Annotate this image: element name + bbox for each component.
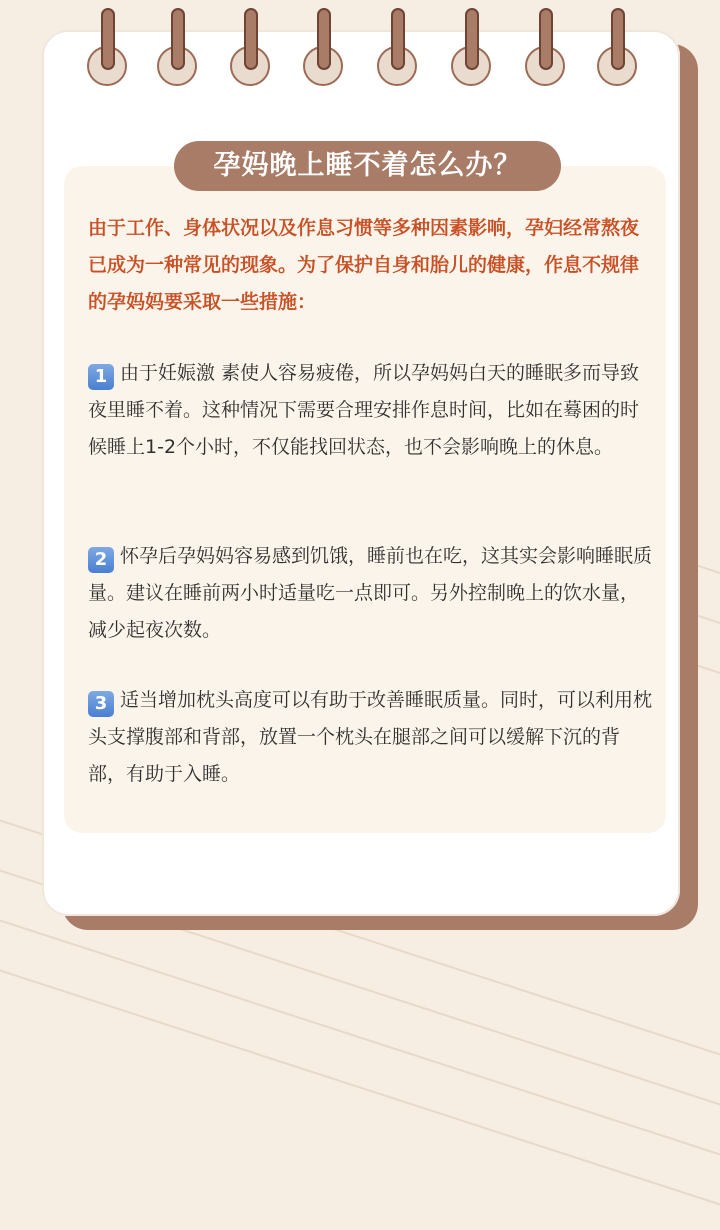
spiral-ring-icon [156, 0, 200, 96]
number-badge-icon: 3 [88, 691, 114, 717]
floor-line [0, 950, 720, 1230]
spiral-ring-icon [302, 0, 346, 96]
spiral-ring-icon [376, 0, 420, 96]
spiral-ring-icon [86, 0, 130, 96]
floor-line [0, 900, 720, 1180]
intro-paragraph: 由于工作、身体状况以及作息习惯等多种因素影响，孕妇经常熬夜已成为一种常见的现象。为了保护自身和胎儿的健康，作息不规律的孕妈妈要采取一些措施： [88, 217, 640, 313]
spiral-ring-icon [229, 0, 273, 96]
list-item-2 [88, 538, 654, 649]
list-item-text: 怀孕后孕妈妈容易感到饥饿，睡前也在吃，这其实会影响睡眠质量。建议在睡前两小时适量吃一点即可。另外控制晚上的饮水量，减少起夜次数。 [88, 545, 653, 641]
spiral-ring-icon [524, 0, 568, 96]
page-title: 孕妈晚上睡不着怎么办？ [174, 141, 561, 191]
list-item-3 [88, 682, 654, 793]
number-badge-icon: 2 [88, 547, 114, 573]
spiral-ring-icon [596, 0, 640, 96]
spiral-ring-icon [450, 0, 494, 96]
list-item-1 [88, 355, 654, 466]
number-badge-icon: 1 [88, 364, 114, 390]
list-item-text: 适当增加枕头高度可以有助于改善睡眠质量。同时，可以利用枕头支撑腹部和背部，放置一个枕头在腿部之间可以缓解下沉的背部，有助于入睡。 [88, 689, 653, 785]
list-item-text: 由于妊娠激 素使人容易疲倦，所以孕妈妈白天的睡眠多而导致夜里睡不着。这种情况下需要合理安排作息时间，比如在蓦困的时候睡上1-2个小时，不仅能找回状态，也不会影响晚上的休息。 [88, 362, 640, 458]
